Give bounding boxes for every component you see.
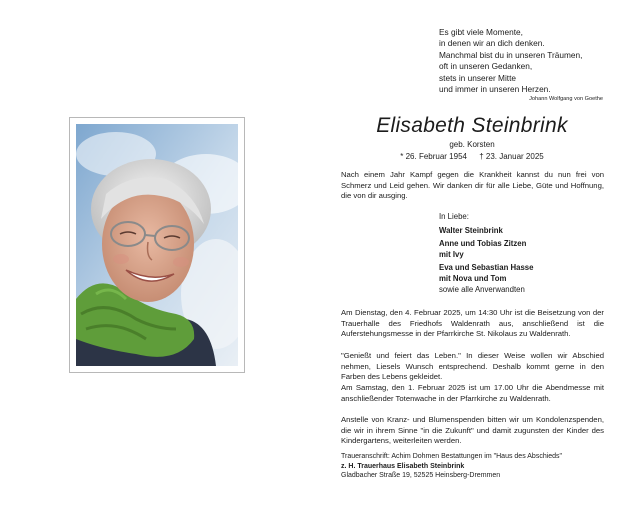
address-line: Traueranschrift: Achim Dohmen Bestattungen im "Haus des Abschieds" bbox=[341, 453, 563, 460]
evening-mass-text: Am Samstag, den 1. Februar 2025 ist um 17.00 Uhr die Abendmesse mit anschließender Totenwache in der Pfarrkirche zu Waldenrath. bbox=[341, 383, 604, 403]
mourners-list bbox=[439, 212, 609, 295]
mourner-name: mit Nova und Tom bbox=[439, 273, 507, 283]
mourners-closing: sowie alle Anverwandten bbox=[439, 284, 525, 294]
poem-line: in denen wir an dich denken. bbox=[439, 38, 545, 49]
mourner-name: Eva und Sebastian Hasse bbox=[439, 263, 534, 273]
address-line: Gladbacher Straße 19, 52525 Heinsberg-Dremmen bbox=[341, 472, 501, 480]
funeral-text: Am Dienstag, den 4. Februar 2025, um 14:30 Uhr ist die Beisetzung von der Trauerhalle des Friedhofs Waldenrath aus, anschließend ist die Auferstehungsmesse in der Pfarrkirche St. Nikolaus zu Waldenrath. bbox=[341, 308, 604, 339]
poem-line: Es gibt viele Momente, bbox=[439, 27, 523, 37]
poem-line: Manchmal bist du in unseren Träumen, bbox=[439, 49, 583, 60]
poem-line: und immer in unseren Herzen. bbox=[439, 84, 551, 95]
portrait-photo bbox=[76, 124, 238, 366]
mourner-name: Anne und Tobias Zitzen bbox=[439, 239, 527, 249]
birth-date: * 26. Februar 1954 bbox=[400, 152, 467, 161]
mourner-name: mit Ivy bbox=[439, 249, 464, 259]
donations-text: Anstelle von Kranz- und Blumenspenden bitten wir um Kondolenzspenden, die wir in ihrem Sinne "in die Zukunft" und damit zugunsten der Kinder des Kindergartens, weiterleiten werden. bbox=[341, 415, 604, 446]
mourners-heading: In Liebe: bbox=[439, 212, 469, 221]
life-dates bbox=[340, 152, 604, 161]
maiden-name: geb. Korsten bbox=[449, 140, 495, 149]
death-date: † 23. Januar 2025 bbox=[479, 152, 544, 161]
intro-text: Nach einem Jahr Kampf gegen die Krankheit kannst du nun frei von Schmerz und Leid gehen. Wir danken dir für alle Liebe, Güte und Hoffnung, die von dir ausging. bbox=[341, 170, 604, 201]
poem-line: stets in unserer Mitte bbox=[439, 72, 517, 83]
portrait-photo-frame bbox=[69, 117, 245, 373]
mourner-name: Walter Steinbrink bbox=[439, 225, 503, 235]
address-line: z. H. Trauerhaus Elisabeth Steinbrink bbox=[341, 462, 465, 470]
poem-line: oft in unseren Gedanken, bbox=[439, 61, 533, 72]
mourning-address bbox=[341, 452, 604, 481]
deceased-name: Elisabeth Steinbrink bbox=[376, 114, 568, 137]
poem-quote bbox=[439, 27, 619, 104]
wish-text: "Genießt und feiert das Leben." In dieser Weise wollen wir Abschied nehmen, Liesels Wunsch entsprechend. Deshalb kommt gerne in den Farben des Lebens gekleidet. bbox=[341, 351, 604, 382]
poem-author: Johann Wolfgang von Goethe bbox=[529, 96, 603, 103]
